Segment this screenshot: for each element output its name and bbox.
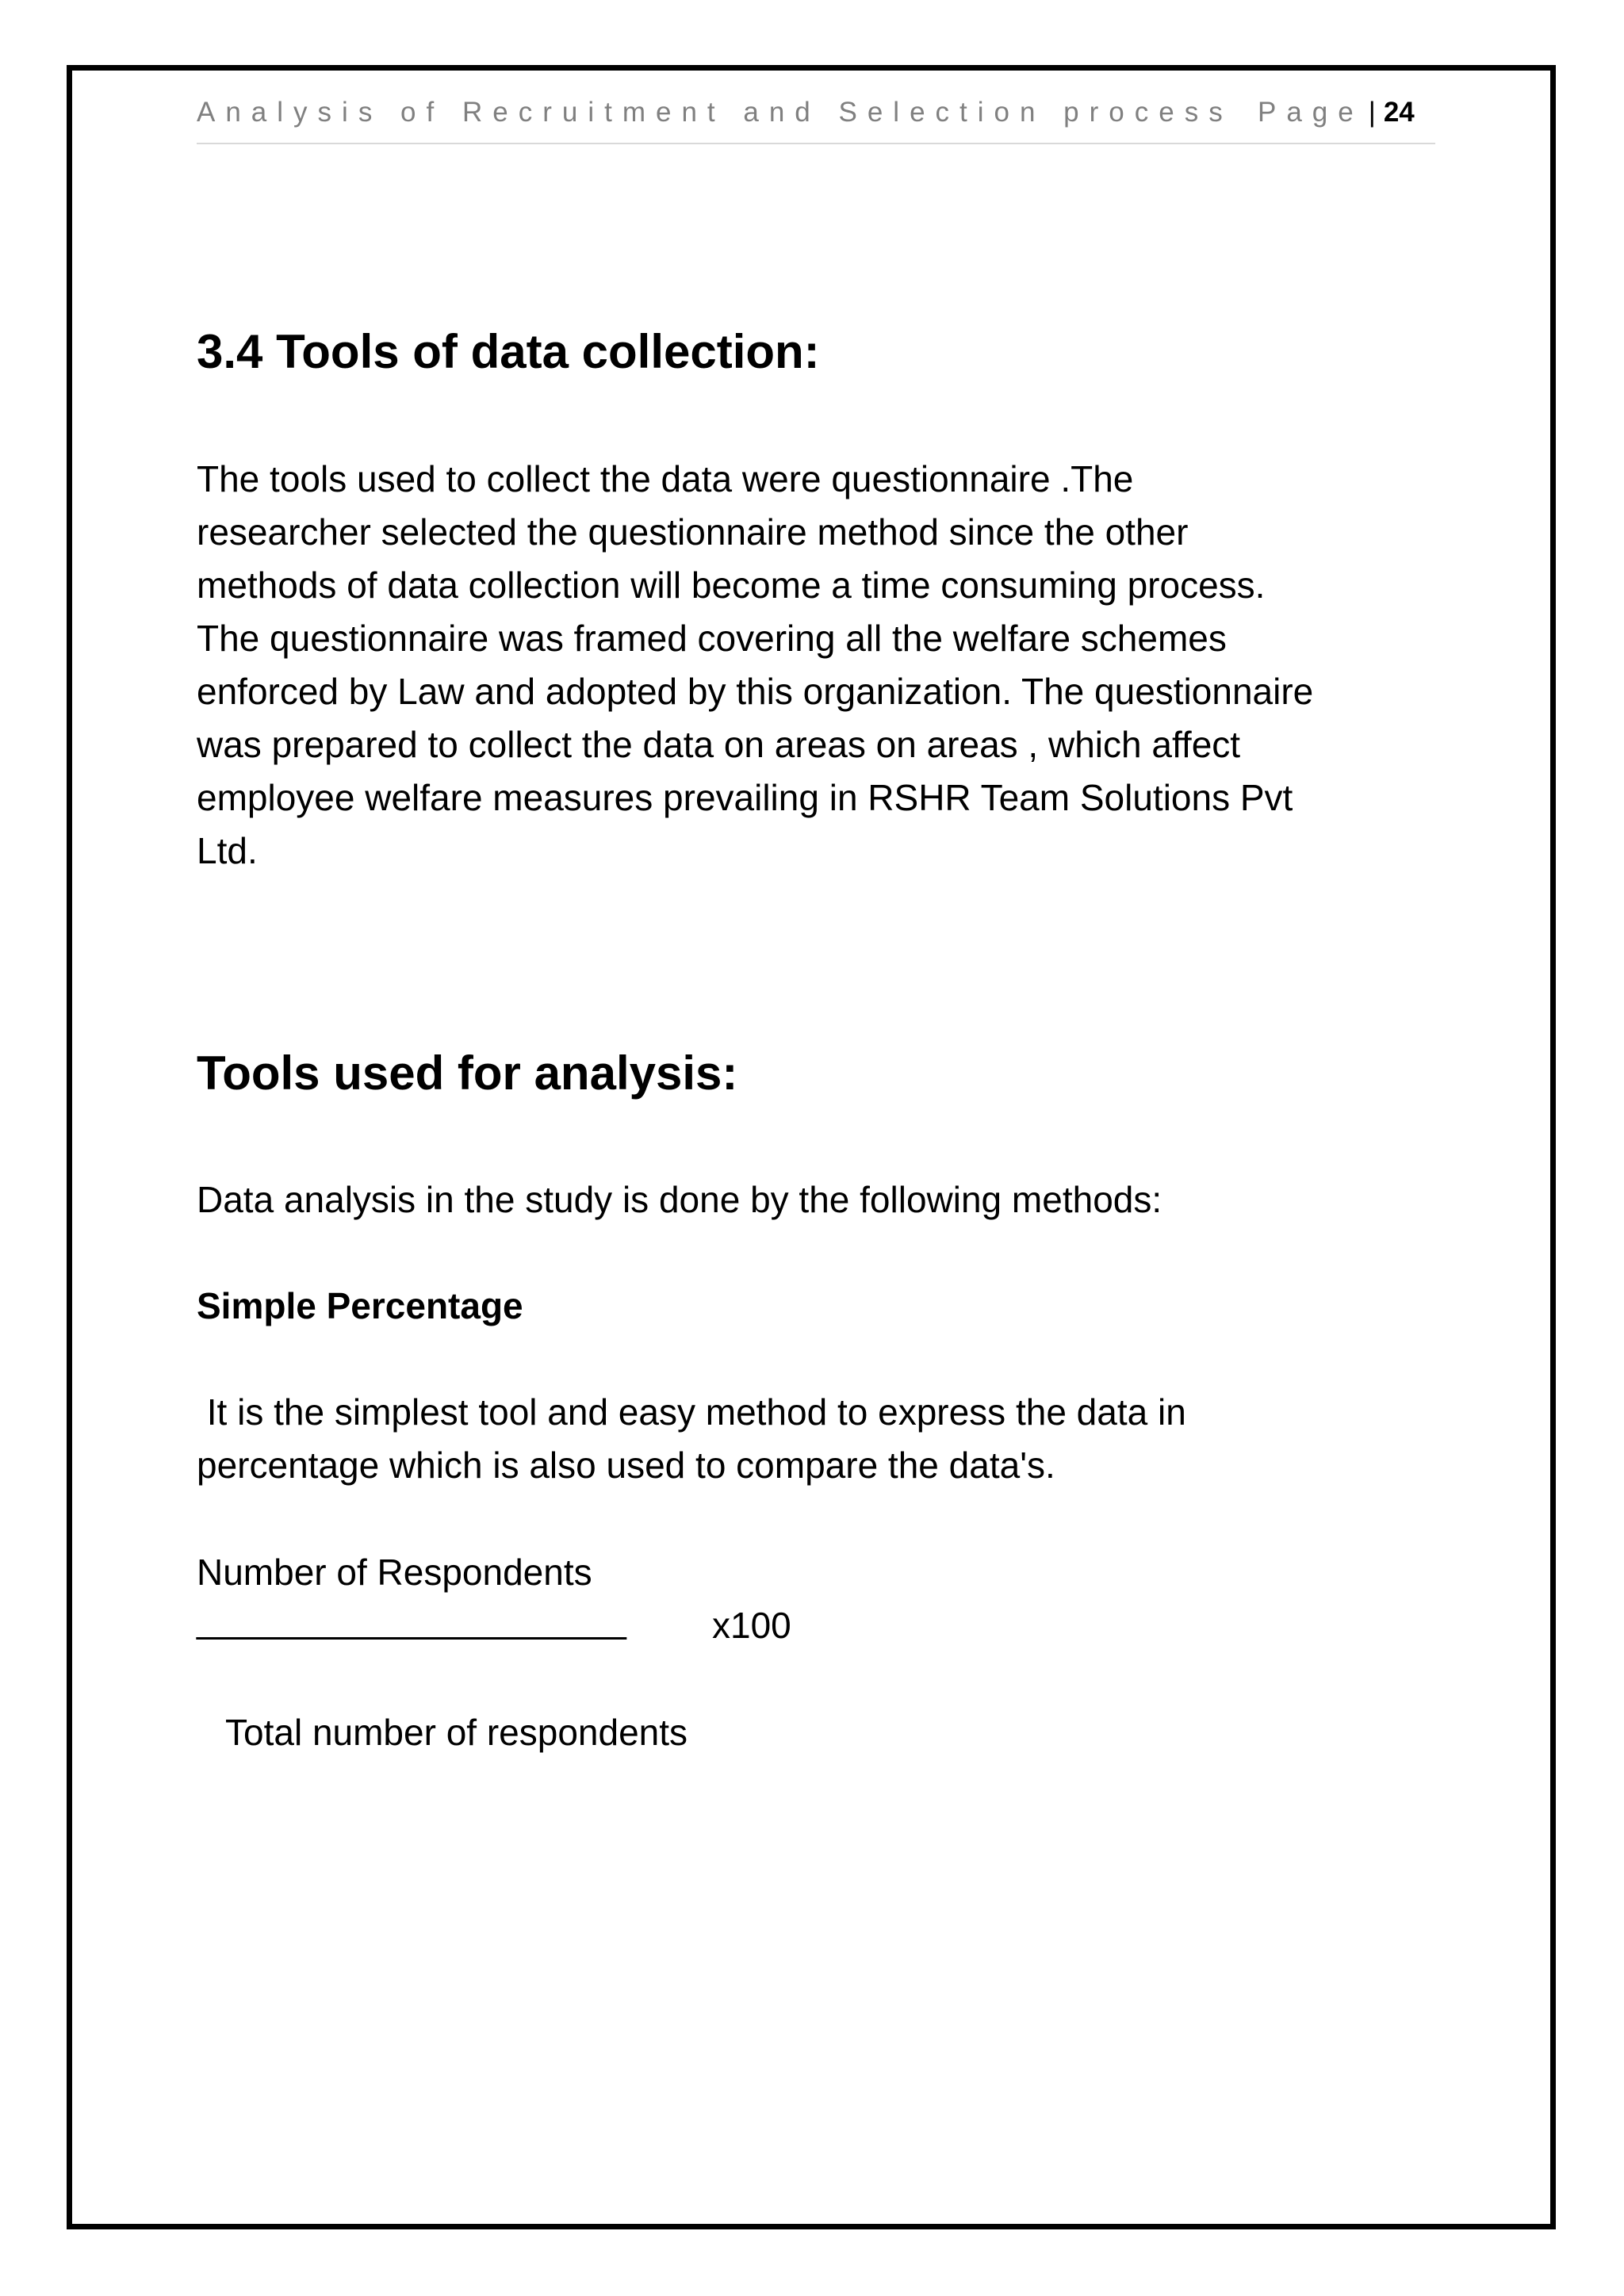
- header-title: Analysis of Recruitment and Selection process: [197, 97, 1233, 128]
- analysis-intro: Data analysis in the study is done by the following methods:: [197, 1179, 1162, 1220]
- heading-tools-used-for-analysis: Tools used for analysis:: [197, 1047, 738, 1100]
- page-border: [67, 65, 1556, 2229]
- paragraph-tools-of-data-collection: [197, 453, 1465, 878]
- paragraph-line: enforced by Law and adopted by this organization. The questionnaire: [197, 671, 1314, 712]
- page-number: 24: [1383, 97, 1415, 128]
- paragraph-line: Ltd.: [197, 830, 258, 871]
- paragraph-line: It is the simplest tool and easy method to express the data in: [197, 1391, 1186, 1433]
- heading-tools-of-data-collection: 3.4 Tools of data collection:: [197, 325, 820, 378]
- formula-numerator: Number of Respondents: [197, 1552, 592, 1593]
- paragraph-line: methods of data collection will become a time consuming process.: [197, 564, 1266, 606]
- formula-multiplier: x100: [712, 1605, 791, 1646]
- subheading-simple-percentage: Simple Percentage: [197, 1285, 523, 1326]
- formula-denominator: Total number of respondents: [225, 1712, 688, 1753]
- paragraph-simple-percentage: [197, 1386, 1465, 1492]
- header-separator: |: [1368, 97, 1376, 128]
- paragraph-line: employee welfare measures prevailing in RSHR Team Solutions Pvt: [197, 777, 1293, 818]
- header-page-indicator: [1258, 97, 1415, 128]
- paragraph-line: The questionnaire was framed covering all the welfare schemes: [197, 618, 1227, 659]
- header-page-label: Page: [1258, 97, 1364, 128]
- formula-fraction-bar: ______________________: [197, 1599, 626, 1640]
- paragraph-line: was prepared to collect the data on areas on areas , which affect: [197, 724, 1241, 765]
- paragraph-line: The tools used to collect the data were questionnaire .The: [197, 458, 1134, 499]
- paragraph-line: researcher selected the questionnaire method since the other: [197, 511, 1189, 553]
- running-header: [197, 97, 1435, 144]
- paragraph-line: percentage which is also used to compare the data's.: [197, 1445, 1055, 1486]
